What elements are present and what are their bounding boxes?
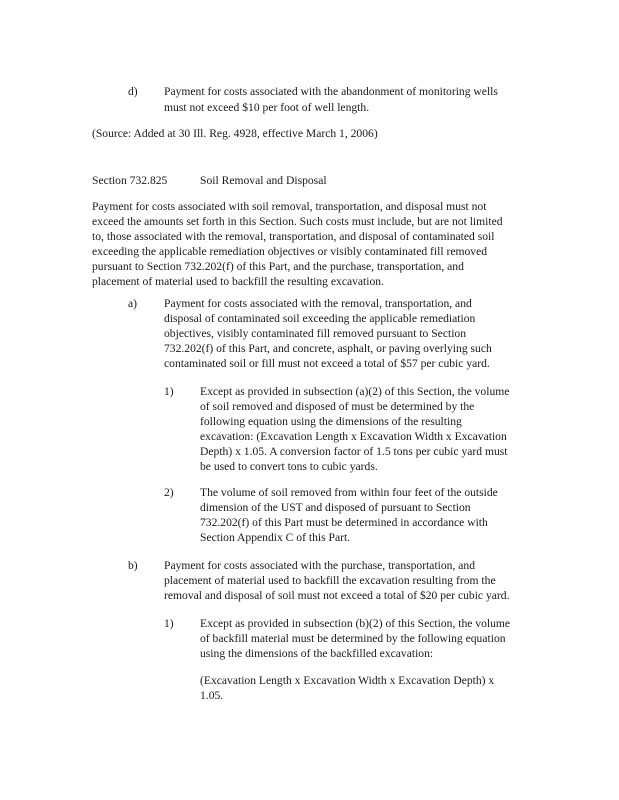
intro-line: to, those associated with the removal, transportation, and disposal of contaminated soil: [92, 230, 495, 243]
intro-line: exceeding the applicable remediation objectives or visibly contaminated fill removed: [92, 245, 488, 258]
item-a1-line: following equation using the dimensions of the resulting: [200, 415, 462, 428]
source-note: (Source: Added at 30 Ill. Reg. 4928, effective March 1, 2006): [92, 127, 378, 140]
formula-line: (Excavation Length x Excavation Width x Excavation Depth) x: [200, 674, 495, 687]
item-b-line: removal and disposal of soil must not exceed a total of $20 per cubic yard.: [164, 589, 510, 602]
section-number: Section 732.825: [92, 174, 168, 187]
item-b1-line: using the dimensions of the backfilled excavation:: [200, 647, 434, 660]
item-b1-line: of backfill material must be determined by the following equation: [200, 632, 506, 645]
item-a1-line: Except as provided in subsection (a)(2) of this Section, the volume: [200, 385, 510, 398]
item-a1-line: excavation: (Excavation Length x Excavation Width x Excavation: [200, 430, 507, 443]
item-a2-line: Section Appendix C of this Part.: [200, 531, 351, 544]
item-a1-label: 1): [164, 385, 174, 398]
item-b-label: b): [128, 559, 138, 572]
item-a2-line: dimension of the UST and disposed of pursuant to Section: [200, 501, 471, 514]
item-a1-line: of soil removed and disposed of must be determined by the: [200, 400, 475, 413]
intro-line: exceed the amounts set forth in this Section. Such costs must include, but are not limited: [92, 215, 503, 228]
item-a2-line: The volume of soil removed from within four feet of the outside: [200, 486, 498, 499]
item-b-line: placement of material used to backfill the excavation resulting from the: [164, 574, 496, 587]
item-a-label: a): [128, 297, 138, 310]
item-a-line: Payment for costs associated with the removal, transportation, and: [164, 297, 472, 310]
item-a-line: disposal of contaminated soil exceeding the applicable remediation: [164, 312, 476, 325]
item-a2-line: 732.202(f) of this Part must be determined in accordance with: [200, 516, 488, 529]
item-b1-label: 1): [164, 617, 174, 630]
section-title: Soil Removal and Disposal: [200, 174, 327, 187]
intro-line: placement of material used to backfill the resulting excavation.: [92, 275, 384, 288]
item-d-line: must not exceed $10 per foot of well length.: [164, 101, 370, 114]
intro-line: pursuant to Section 732.202(f) of this Part, and the purchase, transportation, and: [92, 260, 464, 273]
item-b-line: Payment for costs associated with the purchase, transportation, and: [164, 559, 476, 572]
item-d-line: Payment for costs associated with the abandonment of monitoring wells: [164, 85, 498, 98]
item-a-line: contaminated soil or fill must not exceed a total of $57 per cubic yard.: [164, 357, 490, 370]
item-a-line: objectives, visibly contaminated fill removed pursuant to Section: [164, 327, 467, 340]
item-a2-label: 2): [164, 486, 174, 499]
item-a1-line: Depth) x 1.05. A conversion factor of 1.5 tons per cubic yard must: [200, 445, 508, 458]
item-a1-line: be used to convert tons to cubic yards.: [200, 460, 378, 473]
formula-line: 1.05.: [200, 689, 224, 702]
item-b1-line: Except as provided in subsection (b)(2) of this Section, the volume: [200, 617, 511, 630]
item-a-line: 732.202(f) of this Part, and concrete, asphalt, or paving overlying such: [164, 342, 492, 355]
intro-line: Payment for costs associated with soil removal, transportation, and disposal must not: [92, 200, 487, 213]
item-d-label: d): [128, 85, 138, 98]
